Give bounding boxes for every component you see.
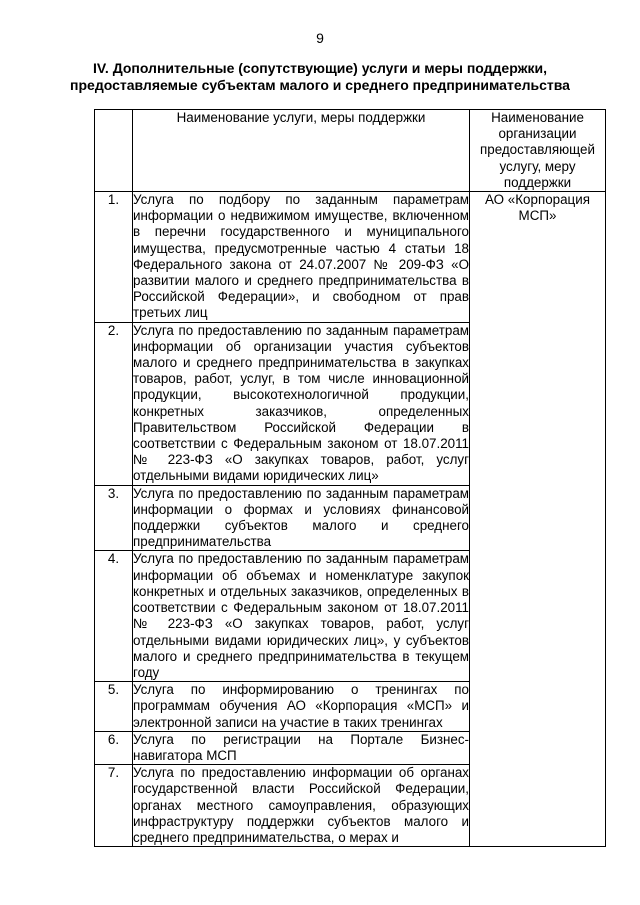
section-title-line-2: предоставляемые субъектам малого и среднего предпринимательства <box>70 77 570 93</box>
row-service-text: Услуга по регистрации на Портале Бизнес-навигатора МСП <box>133 731 469 763</box>
row-number: 5. <box>95 682 133 732</box>
table-row <box>95 192 606 323</box>
row-number: 3. <box>95 485 133 551</box>
header-organization: Наименование организации предоставляющей услугу, меру поддержки <box>470 110 606 192</box>
row-service-text: Услуга по предоставлению по заданным параметрам информации об объемах и номенклатуре закупок конкретных и отдельных заказчиков, определенных в соответствии с Федеральным законом от 18.07.2011 № 223-ФЗ «О закупках товаров, работ, услуг отдельными видами юридических лиц», у субъектов малого и среднего предпринимательства в текущем году <box>133 551 469 680</box>
row-number: 6. <box>95 731 133 764</box>
row-number: 4. <box>95 551 133 682</box>
row-service-text: Услуга по предоставлению информации об органах государственной власти Российской Федерации, органах местного самоуправления, образующих инфраструктуру поддержки субъектов малого и среднего предпринимательства, о мерах и <box>133 765 469 845</box>
services-table <box>94 109 606 847</box>
organization-cell: АО «Корпорация МСП» <box>470 192 606 847</box>
row-number: 2. <box>95 322 133 485</box>
header-service-name: Наименование услуги, меры поддержки <box>133 110 470 192</box>
row-service-text: Услуга по подбору по заданным параметрам информации о недвижимом имуществе, включенном в перечни государственного и муниципального имущества, предусмотренные частью 4 статьи 18 Федерального закона от 24.07.2007 № 209-ФЗ «О развитии малого и среднего предпринимательства в Российской Федерации», и свободном от прав третьих лиц <box>133 192 469 321</box>
section-title <box>40 60 600 94</box>
row-service-text: Услуга по информированию о тренингах по программам обучения АО «Корпорация «МСП» и электронной записи на участие в таких тренингах <box>133 682 469 730</box>
header-number <box>95 110 133 192</box>
row-service-text: Услуга по предоставлению по заданным параметрам информации об организации участия субъектов малого и среднего предпринимательства в закупках товаров, работ, услуг, в том числе инновационной продукции, высокотехнологичной продукции, конкретных заказчиков, определенных Правительством Российской Федерации в соответствии с Федеральным законом от 18.07.2011 № 223-ФЗ «О закупках товаров, работ, услуг отдельными видами юридических лиц» <box>133 322 469 484</box>
section-title-line-1: IV. Дополнительные (сопутствующие) услуги и меры поддержки, <box>92 60 547 76</box>
row-service-text: Услуга по предоставлению по заданным параметрам информации о формах и условиях финансовой поддержки субъектов малого и среднего предпринимательства <box>133 485 469 550</box>
page-number: 9 <box>316 30 324 46</box>
row-number: 7. <box>95 765 133 847</box>
table-header-row <box>95 110 606 192</box>
row-number: 1. <box>95 192 133 323</box>
